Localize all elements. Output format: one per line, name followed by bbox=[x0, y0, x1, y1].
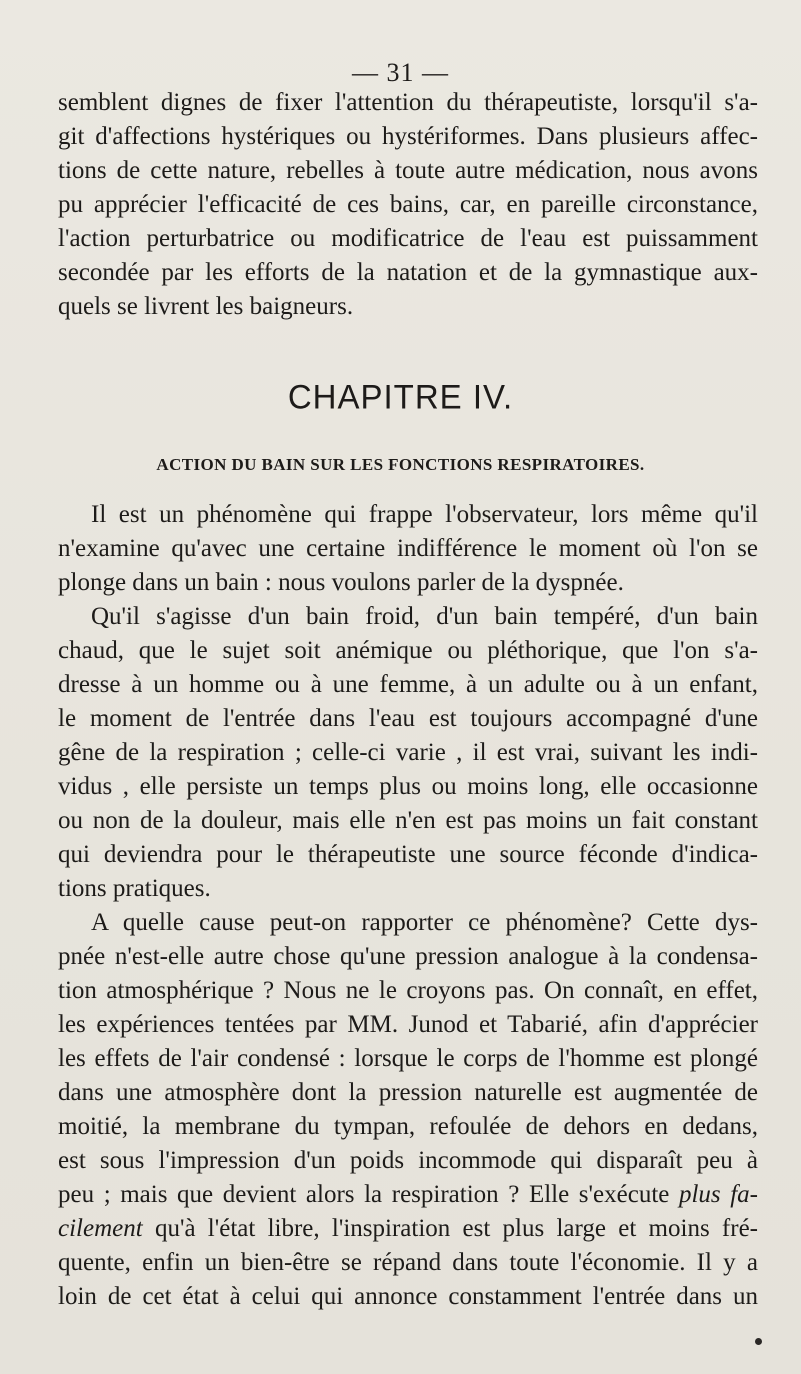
text-line: cilement qu'à l'état libre, l'inspiration est plus large et moins fré- bbox=[58, 1215, 758, 1242]
text-line: loin de cet état à celui qui annonce constamment l'entrée dans un bbox=[58, 1283, 758, 1310]
text-line: Il est un phénomène qui frappe l'observateur, lors même qu'il bbox=[91, 501, 758, 528]
chapter-subtitle: ACTION DU BAIN SUR LES FONCTIONS RESPIRATOIRES. bbox=[156, 455, 645, 474]
chapter-body bbox=[58, 498, 758, 1314]
text-line: tion atmosphérique ? Nous ne le croyons pas. On connaît, en effet, bbox=[58, 977, 758, 1004]
text-line: qui deviendra pour le thérapeutiste une source féconde d'indica- bbox=[58, 841, 758, 868]
text-line: secondée par les efforts de la natation et de la gymnastique aux- bbox=[58, 259, 758, 286]
text-line: chaud, que le sujet soit anémique ou pléthorique, que l'on s'a- bbox=[58, 637, 758, 664]
text-line: quente, enfin un bien-être se répand dans toute l'économie. Il y a bbox=[58, 1249, 758, 1276]
text-line: dans une atmosphère dont la pression naturelle est augmentée de bbox=[58, 1079, 758, 1106]
text-line: n'examine qu'avec une certaine indifférence le moment où l'on se bbox=[58, 535, 758, 562]
text-line: Qu'il s'agisse d'un bain froid, d'un bain tempéré, d'un bain bbox=[91, 603, 758, 630]
page-number: — 31 — bbox=[352, 58, 449, 87]
text-line: les expériences tentées par MM. Junod et Tabarié, afin d'apprécier bbox=[58, 1011, 758, 1038]
text-line: les effets de l'air condensé : lorsque le corps de l'homme est plongé bbox=[58, 1045, 758, 1072]
text-line: moitié, la membrane du tympan, refoulée de dehors en dedans, bbox=[58, 1113, 758, 1140]
text-line: l'action perturbatrice ou modificatrice de l'eau est puissamment bbox=[58, 225, 758, 252]
text-line: ou non de la douleur, mais elle n'en est pas moins un fait constant bbox=[58, 807, 758, 834]
text-line: A quelle cause peut-on rapporter ce phénomène? Cette dys- bbox=[91, 909, 758, 936]
chapter-title: CHAPITRE IV. bbox=[287, 377, 514, 416]
top-paragraph bbox=[58, 86, 758, 324]
text-line: est sous l'impression d'un poids incommode qui disparaît peu à bbox=[58, 1147, 758, 1174]
text-line: le moment de l'entrée dans l'eau est toujours accompagné d'une bbox=[58, 705, 758, 732]
text-line: dresse à un homme ou à une femme, à un adulte ou à un enfant, bbox=[58, 671, 758, 698]
text-line: vidus , elle persiste un temps plus ou moins long, elle occasionne bbox=[58, 773, 758, 800]
text-line: plonge dans un bain : nous voulons parler de la dyspnée. bbox=[58, 569, 624, 596]
text-line: git d'affections hystériques ou hystériformes. Dans plusieurs affec- bbox=[58, 123, 758, 150]
text-line: pnée n'est-elle autre chose qu'une pression analogue à la condensa- bbox=[58, 943, 758, 970]
text-line: quels se livrent les baigneurs. bbox=[58, 293, 354, 320]
text-line: tions pratiques. bbox=[58, 875, 211, 902]
ink-dot bbox=[755, 1338, 762, 1345]
text-line: semblent dignes de fixer l'attention du thérapeutiste, lorsqu'il s'a- bbox=[58, 89, 758, 116]
text-line: peu ; mais que devient alors la respiration ? Elle s'exécute plus fa- bbox=[58, 1181, 758, 1208]
text-line: tions de cette nature, rebelles à toute autre médication, nous avons bbox=[58, 157, 758, 184]
text-line: pu apprécier l'efficacité de ces bains, car, en pareille circonstance, bbox=[58, 191, 758, 218]
text-line: gêne de la respiration ; celle-ci varie , il est vrai, suivant les indi- bbox=[58, 739, 758, 766]
